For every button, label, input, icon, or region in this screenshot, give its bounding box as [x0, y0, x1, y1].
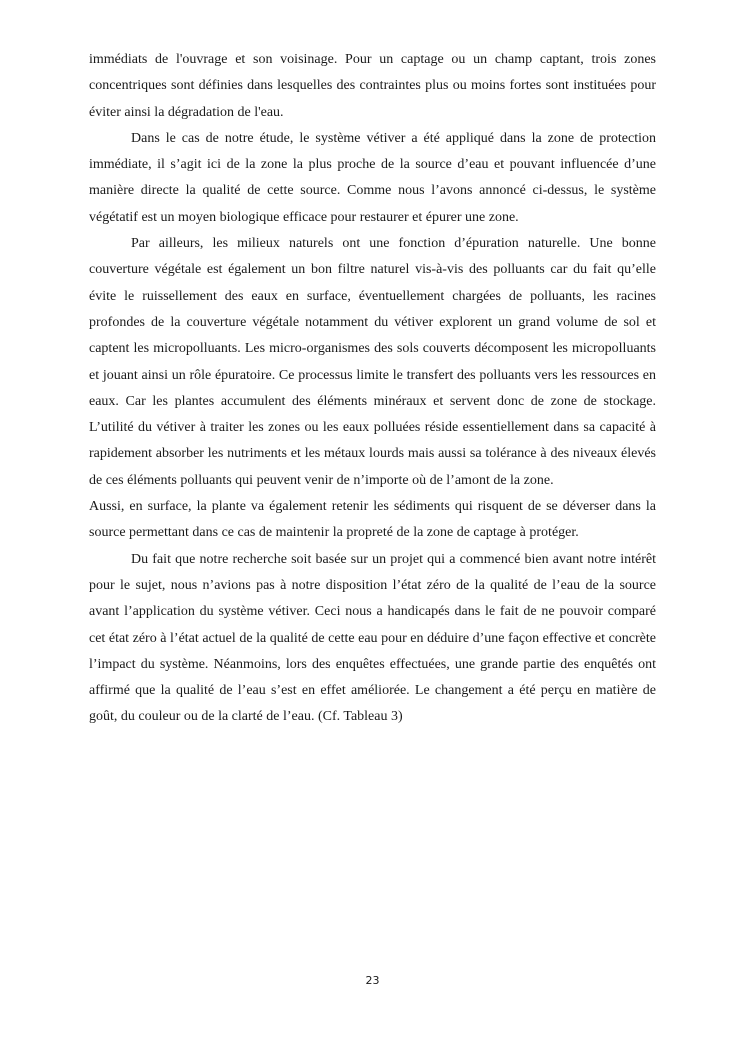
- paragraph-3: Par ailleurs, les milieux naturels ont une fonction d’épuration naturelle. Une bonne couverture végétale est également un bon filtre naturel vis-à-vis des polluants car du fait qu’elle évite le ruissellement des eaux en surface, éventuellement chargées de polluants, les racines profondes de la couverture végétale notamment du vétiver explorent un grand volume de sol et captent les micropolluants. Les micro-organismes des sols couverts décomposent les micropolluants et jouant ainsi un rôle épuratoire. Ce processus limite le transfert des polluants vers les ressources en eaux. Car les plantes accumulent des éléments minéraux et servent donc de zone de stockage. L’utilité du vétiver à traiter les zones ou les eaux polluées réside essentiellement dans sa capacité à rapidement absorber les nutriments et les métaux lourds mais aussi sa tolérance à des niveaux élevés de ces éléments polluants qui peuvent venir de n’importe où de l’amont de la zone.: [89, 236, 656, 488]
- paragraph-5: Du fait que notre recherche soit basée sur un projet qui a commencé bien avant notre intérêt pour le sujet, nous n’avions pas à notre disposition l’état zéro de la qualité de l’eau de la source avant l’application du système vétiver. Ceci nous a handicapés dans le fait de ne pouvoir comparé cet état zéro à l’état actuel de la qualité de cette eau pour en déduire d’une façon effective et concrète l’impact du système. Néanmoins, lors des enquêtes effectuées, une grande partie des enquêtés ont affirmé que la qualité de l’eau s’est en effet améliorée. Le changement a été perçu en matière de goût, du couleur ou de la clarté de l’eau. (Cf. Tableau 3): [89, 551, 656, 725]
- page-number: 23: [365, 974, 380, 987]
- body-text: [89, 47, 656, 731]
- paragraph-4: Aussi, en surface, la plante va également retenir les sédiments qui risquent de se déverser dans la source permettant dans ce cas de maintenir la propreté de la zone de captage à protéger.: [89, 499, 656, 541]
- paragraph-2: Dans le cas de notre étude, le système vétiver a été appliqué dans la zone de protection immédiate, il s’agit ici de la zone la plus proche de la source d’eau et pouvant influencée d’une manière directe la qualité de cette source. Comme nous l’avons annoncé ci-dessus, le système végétatif est un moyen biologique efficace pour restaurer et épurer une zone.: [89, 130, 656, 225]
- paragraph-1: immédiats de l'ouvrage et son voisinage. Pour un captage ou un champ captant, trois zones concentriques sont définies dans lesquelles des contraintes plus ou moins fortes sont instituées pour éviter ainsi la dégradation de l'eau.: [89, 52, 656, 120]
